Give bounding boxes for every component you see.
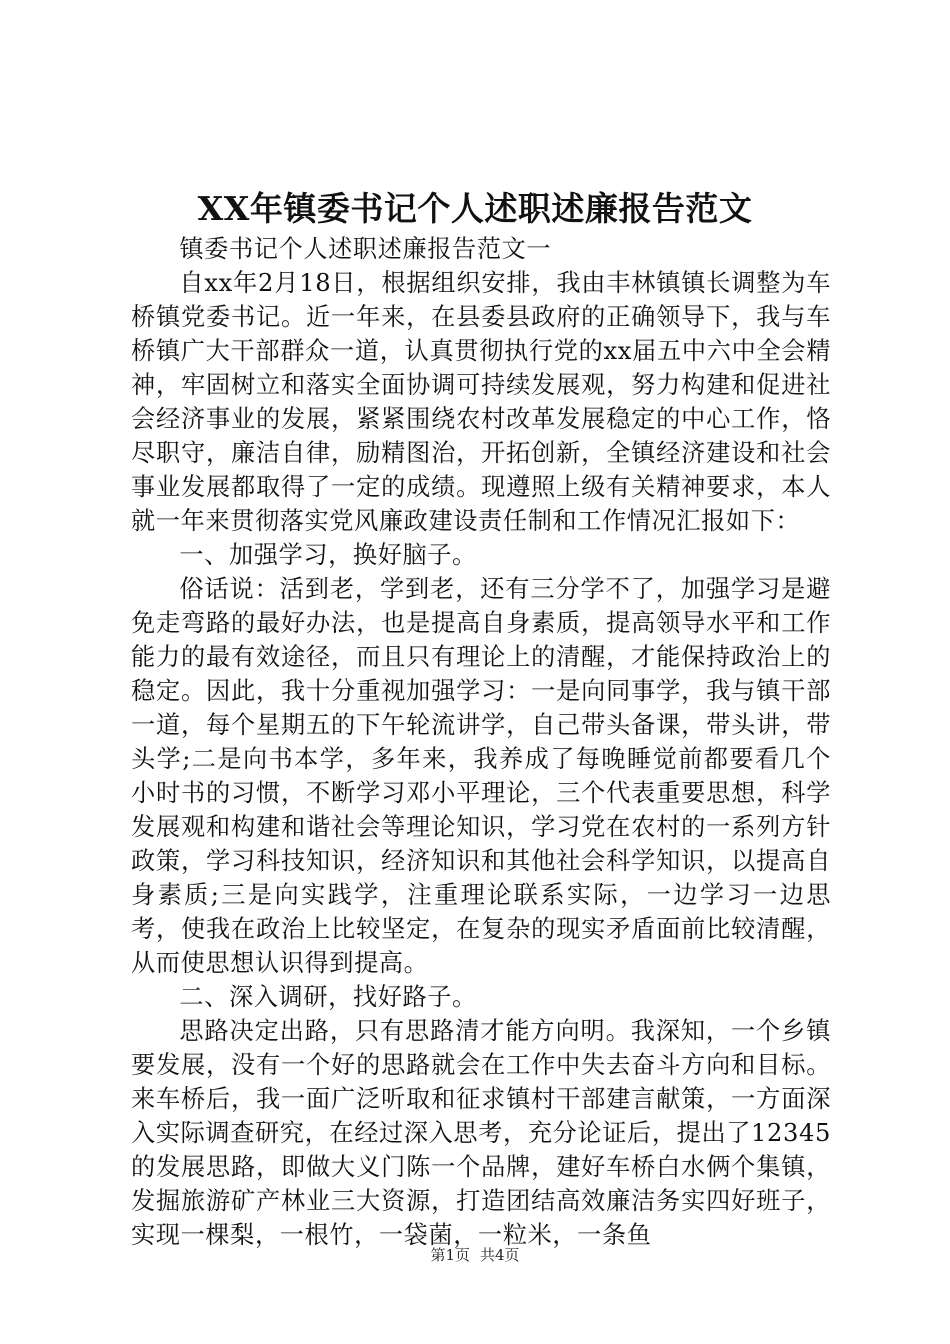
section-heading-2: 二、深入调研，找好路子。 <box>179 983 477 1011</box>
document-title: XX年镇委书记个人述职述廉报告范文 <box>197 189 753 228</box>
page-number: 第1页 <box>430 1246 470 1264</box>
paragraph-study: 俗话说：活到老，学到老，还有三分学不了，加强学习是避免走弯路的最好办法，也是提高自身素质，提高领导水平和工作能力的最有效途径，而且只有理论上的清醒，才能保持政治上的稳定。因此，我十分重视加强学习：一是向同事学，我与镇干部一道，每个星期五的下午轮流讲学，自己带头备课，带头讲，带头学;二是向书本学，多年来，我养成了每晚睡觉前都要看几个小时书的习惯，不断学习邓小平理论，三个代表重要思想，科学发展观和构建和谐社会等理论知识，学习党在农村的一系列方针政策，学习科技知识，经济知识和其他社会科学知识，以提高自身素质;三是向实践学，注重理论联系实际，一边学习一边思考，使我在政治上比较坚定，在复杂的现实矛盾面前比较清醒，从而使思想认识得到提高。 <box>131 575 831 977</box>
paragraph-intro: 自xx年2月18日，根据组织安排，我由丰林镇镇长调整为车桥镇党委书记。近一年来，在县委县政府的正确领导下，我与车桥镇广大干部群众一道，认真贯彻执行党的xx届五中六中全会精神，牢固树立和落实全面协调可持续发展观，努力构建和促进社会经济事业的发展，紧紧围绕农村改革发展稳定的中心工作，恪尽职守，廉洁自律，励精图治，开拓创新，全镇经济建设和社会事业发展都取得了一定的成绩。现遵照上级有关精神要求，本人就一年来贯彻落实党风廉政建设责任制和工作情况汇报如下： <box>131 269 831 535</box>
document-body <box>131 232 831 1252</box>
page-footer <box>0 1245 950 1265</box>
section-heading-1: 一、加强学习，换好脑子。 <box>179 541 477 569</box>
paragraph-subtitle: 镇委书记个人述职述廉报告范文一 <box>179 235 552 263</box>
paragraph-research: 思路决定出路，只有思路清才能方向明。我深知，一个乡镇要发展，没有一个好的思路就会在工作中失去奋斗方向和目标。来车桥后，我一面广泛听取和征求镇村干部建言献策，一方面深入实际调查研究，在经过深入思考，充分论证后，提出了12345的发展思路，即做大义门陈一个品牌，建好车桥白水俩个集镇，发掘旅游矿产林业三大资源，打造团结高效廉洁务实四好班子，实现一棵梨，一根竹，一袋菌，一粒米，一条鱼 <box>131 1017 831 1249</box>
page-total: 共4页 <box>480 1246 520 1264</box>
